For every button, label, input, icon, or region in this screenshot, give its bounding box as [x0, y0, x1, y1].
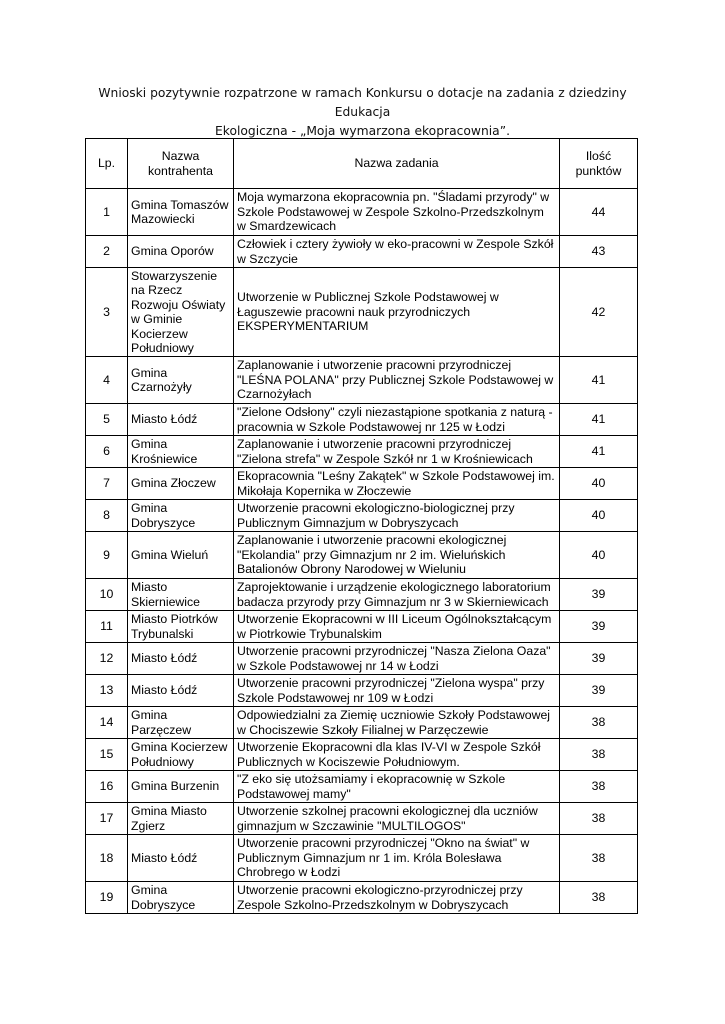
results-table: [85, 138, 638, 914]
row-contractor: Gmina Oporów: [128, 236, 234, 268]
row-points: 38: [560, 803, 638, 835]
row-points: 39: [560, 675, 638, 707]
table-row: [86, 771, 638, 803]
row-lp: 3: [86, 268, 128, 357]
row-contractor: Gmina Burzenin: [128, 771, 234, 803]
row-contractor: Gmina Dobryszyce: [128, 882, 234, 914]
row-points: 40: [560, 468, 638, 500]
row-points: 38: [560, 882, 638, 914]
row-contractor: Gmina Parzęczew: [128, 707, 234, 739]
row-task: Odpowiedzialni za Ziemię uczniowie Szkoły Podstawowej w Chociszewie Szkoły Filialnej w Parzęczewie: [234, 707, 560, 739]
row-contractor: Miasto Łódź: [128, 404, 234, 436]
row-lp: 15: [86, 739, 128, 771]
row-lp: 18: [86, 835, 128, 882]
row-task: Utworzenie pracowni przyrodniczej "Okno na świat" w Publicznym Gimnazjum nr 1 im. Króla Bolesława Chrobrego w Łodzi: [234, 835, 560, 882]
table-row: [86, 436, 638, 468]
table-row: [86, 611, 638, 643]
row-task: Człowiek i cztery żywioły w eko-pracowni w Zespole Szkół w Szczycie: [234, 236, 560, 268]
row-contractor: Gmina Tomaszów Mazowiecki: [128, 189, 234, 236]
row-task: Utworzenie pracowni ekologiczno-przyrodniczej przy Zespole Szkolno-Przedszkolnym w Dobryszycach: [234, 882, 560, 914]
header-lp: Lp.: [86, 139, 128, 189]
table-row: [86, 643, 638, 675]
table-row: [86, 882, 638, 914]
table-row: [86, 739, 638, 771]
row-points: 38: [560, 835, 638, 882]
row-points: 40: [560, 500, 638, 532]
row-lp: 7: [86, 468, 128, 500]
table-row: [86, 500, 638, 532]
row-contractor: Miasto Piotrków Trybunalski: [128, 611, 234, 643]
row-task: Utworzenie pracowni przyrodniczej "Nasza Zielona Oaza" w Szkole Podstawowej nr 14 w Łodzi: [234, 643, 560, 675]
table-row: [86, 404, 638, 436]
row-points: 39: [560, 611, 638, 643]
row-task: Zaplanowanie i utworzenie pracowni przyrodniczej "Zielona strefa" w Zespole Szkół nr 1 w Krośniewicach: [234, 436, 560, 468]
table-row: [86, 532, 638, 579]
row-lp: 11: [86, 611, 128, 643]
row-contractor: Gmina Krośniewice: [128, 436, 234, 468]
row-task: Zaprojektowanie i urządzenie ekologicznego laboratorium badacza przyrody przy Gimnazjum nr 3 w Skierniewicach: [234, 579, 560, 611]
row-contractor: Gmina Dobryszyce: [128, 500, 234, 532]
row-lp: 12: [86, 643, 128, 675]
row-contractor: Stowarzyszenie na Rzecz Rozwoju Oświaty w Gminie Kocierzew Południowy: [128, 268, 234, 357]
row-lp: 19: [86, 882, 128, 914]
table-row: [86, 468, 638, 500]
table-row: [86, 189, 638, 236]
document-title: [70, 84, 655, 141]
row-lp: 14: [86, 707, 128, 739]
row-task: Moja wymarzona ekopracownia pn. "Śladami przyrody" w Szkole Podstawowej w Zespole Szkolno-Przedszkolnym w Smardzewicach: [234, 189, 560, 236]
row-lp: 6: [86, 436, 128, 468]
row-task: "Zielone Odsłony" czyli niezastąpione spotkania z naturą - pracownia w Szkole Podstawowej nr 125 w Łodzi: [234, 404, 560, 436]
row-task: Zaplanowanie i utworzenie pracowni ekologicznej "Ekolandia" przy Gimnazjum nr 2 im. Wieluńskich Batalionów Obrony Narodowej w Wieluniu: [234, 532, 560, 579]
header-task: Nazwa zadania: [234, 139, 560, 189]
table-row: [86, 236, 638, 268]
row-lp: 1: [86, 189, 128, 236]
row-lp: 4: [86, 357, 128, 404]
table-row: [86, 579, 638, 611]
row-points: 42: [560, 268, 638, 357]
row-lp: 9: [86, 532, 128, 579]
table-row: [86, 268, 638, 357]
table-row: [86, 835, 638, 882]
row-points: 41: [560, 436, 638, 468]
row-points: 38: [560, 707, 638, 739]
row-points: 38: [560, 771, 638, 803]
row-points: 41: [560, 357, 638, 404]
row-points: 38: [560, 739, 638, 771]
row-lp: 10: [86, 579, 128, 611]
title-line-1: Wnioski pozytywnie rozpatrzone w ramach Konkursu o dotacje na zadania z dziedziny Edukacja: [98, 86, 627, 119]
row-contractor: Gmina Miasto Zgierz: [128, 803, 234, 835]
row-task: Ekopracownia "Leśny Zakątek" w Szkole Podstawowej im. Mikołaja Kopernika w Złoczewie: [234, 468, 560, 500]
row-contractor: Miasto Skierniewice: [128, 579, 234, 611]
row-lp: 8: [86, 500, 128, 532]
row-points: 44: [560, 189, 638, 236]
row-contractor: Gmina Wieluń: [128, 532, 234, 579]
row-contractor: Miasto Łódź: [128, 643, 234, 675]
row-contractor: Miasto Łódź: [128, 835, 234, 882]
row-lp: 17: [86, 803, 128, 835]
row-task: Utworzenie pracowni ekologiczno-biologicznej przy Publicznym Gimnazjum w Dobryszycach: [234, 500, 560, 532]
table-row: [86, 803, 638, 835]
row-contractor: Gmina Kocierzew Południowy: [128, 739, 234, 771]
row-task: Utworzenie Ekopracowni dla klas IV-VI w Zespole Szkół Publicznych w Kociszewie Południowym.: [234, 739, 560, 771]
row-points: 41: [560, 404, 638, 436]
row-points: 43: [560, 236, 638, 268]
row-contractor: Gmina Czarnożyły: [128, 357, 234, 404]
table-header-row: [86, 139, 638, 189]
row-task: "Z eko się utożsamiamy i ekopracownię w Szkole Podstawowej mamy": [234, 771, 560, 803]
row-lp: 5: [86, 404, 128, 436]
row-contractor: Gmina Złoczew: [128, 468, 234, 500]
header-points: Ilość punktów: [560, 139, 638, 189]
row-task: Utworzenie pracowni przyrodniczej "Zielona wyspa" przy Szkole Podstawowej nr 109 w Łodzi: [234, 675, 560, 707]
row-task: Utworzenie szkolnej pracowni ekologicznej dla uczniów gimnazjum w Szczawinie "MULTILOGOS": [234, 803, 560, 835]
row-lp: 2: [86, 236, 128, 268]
row-lp: 13: [86, 675, 128, 707]
row-task: Utworzenie w Publicznej Szkole Podstawowej w Łaguszewie pracowni nauk przyrodniczych EKSPERYMENTARIUM: [234, 268, 560, 357]
table-row: [86, 357, 638, 404]
row-contractor: Miasto Łódź: [128, 675, 234, 707]
row-lp: 16: [86, 771, 128, 803]
title-line-2: Ekologiczna - „Moja wymarzona ekopracownia”.: [215, 124, 510, 138]
row-points: 39: [560, 579, 638, 611]
table-row: [86, 675, 638, 707]
row-task: Zaplanowanie i utworzenie pracowni przyrodniczej "LEŚNA POLANA" przy Publicznej Szkole Podstawowej w Czarnożyłach: [234, 357, 560, 404]
table-row: [86, 707, 638, 739]
row-points: 40: [560, 532, 638, 579]
header-contractor: Nazwa kontrahenta: [128, 139, 234, 189]
row-task: Utworzenie Ekopracowni w III Liceum Ogólnokształcącym w Piotrkowie Trybunalskim: [234, 611, 560, 643]
row-points: 39: [560, 643, 638, 675]
